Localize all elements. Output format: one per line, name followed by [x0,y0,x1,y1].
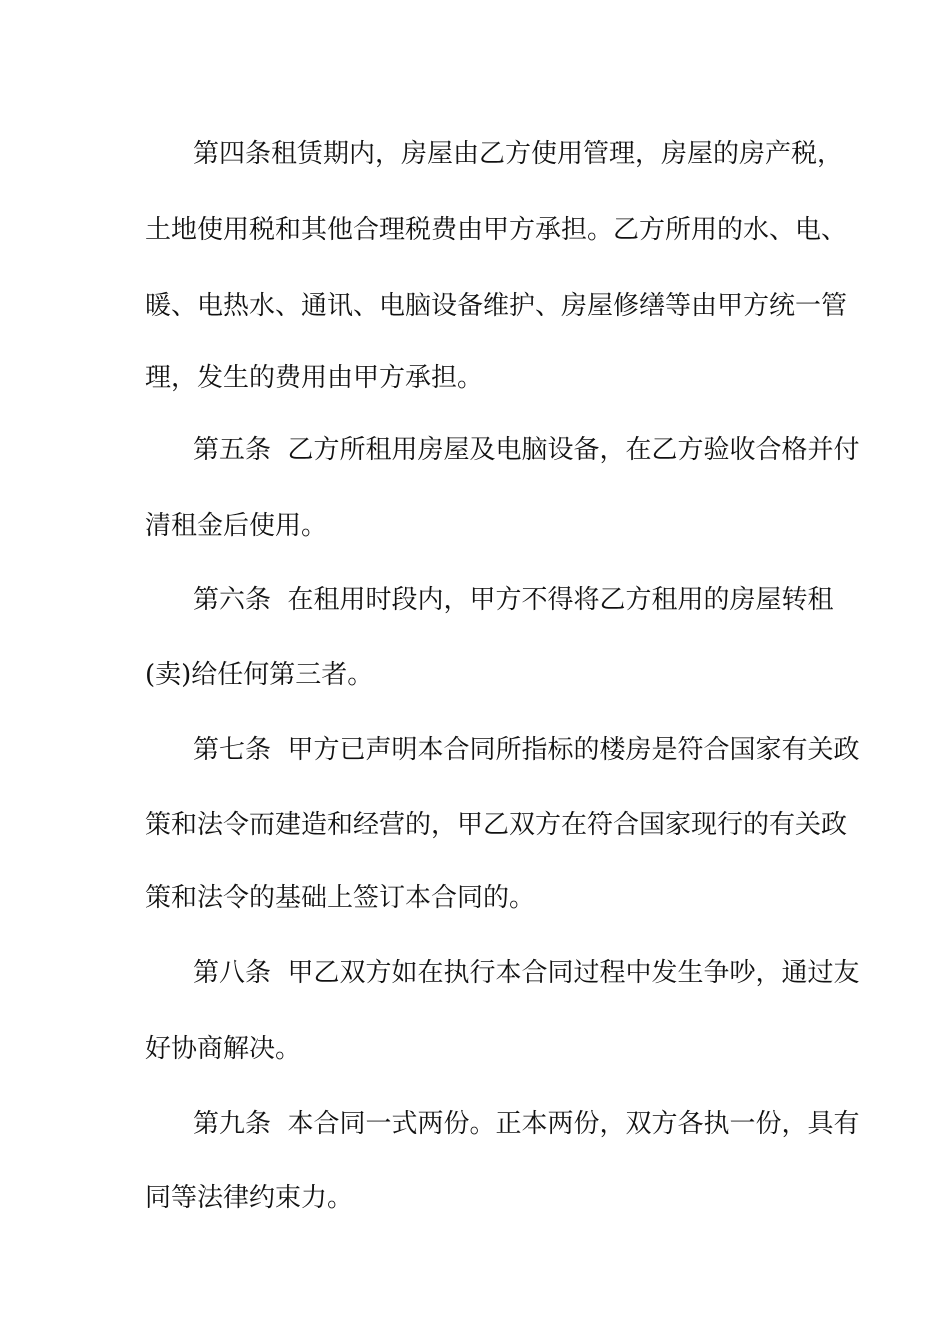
article-7-line-1: 第七条 甲方已声明本合同所指标的楼房是符合国家有关政 [193,735,860,765]
article-4-line-2: 土地使用税和其他合理税费由甲方承担。乙方所用的水、电、 [145,215,848,245]
article-4-line-1: 第四条租赁期内，房屋由乙方使用管理，房屋的房产税， [193,139,844,169]
article-6-line-1: 第六条 在租用时段内，甲方不得将乙方租用的房屋转租 [193,585,834,615]
article-7-line-3: 策和法令的基础上签订本合同的。 [145,883,536,913]
article-7-line-2: 策和法令而建造和经营的，甲乙双方在符合国家现行的有关政 [145,810,848,840]
article-9-line-2: 同等法律约束力。 [145,1183,354,1213]
article-8-line-2: 好协商解决。 [145,1034,302,1064]
article-4-line-3: 暖、电热水、通讯、电脑设备维护、房屋修缮等由甲方统一管 [145,291,848,321]
article-8-line-1: 第八条 甲乙双方如在执行本合同过程中发生争吵，通过友 [193,958,860,988]
article-9-line-1: 第九条 本合同一式两份。正本两份，双方各执一份，具有 [193,1109,860,1139]
article-5-line-2: 清租金后使用。 [145,511,328,541]
article-6-line-2: (卖)给任何第三者。 [145,660,374,690]
article-5-line-1: 第五条 乙方所租用房屋及电脑设备，在乙方验收合格并付 [193,435,860,465]
article-4-line-4: 理，发生的费用由甲方承担。 [145,363,484,393]
